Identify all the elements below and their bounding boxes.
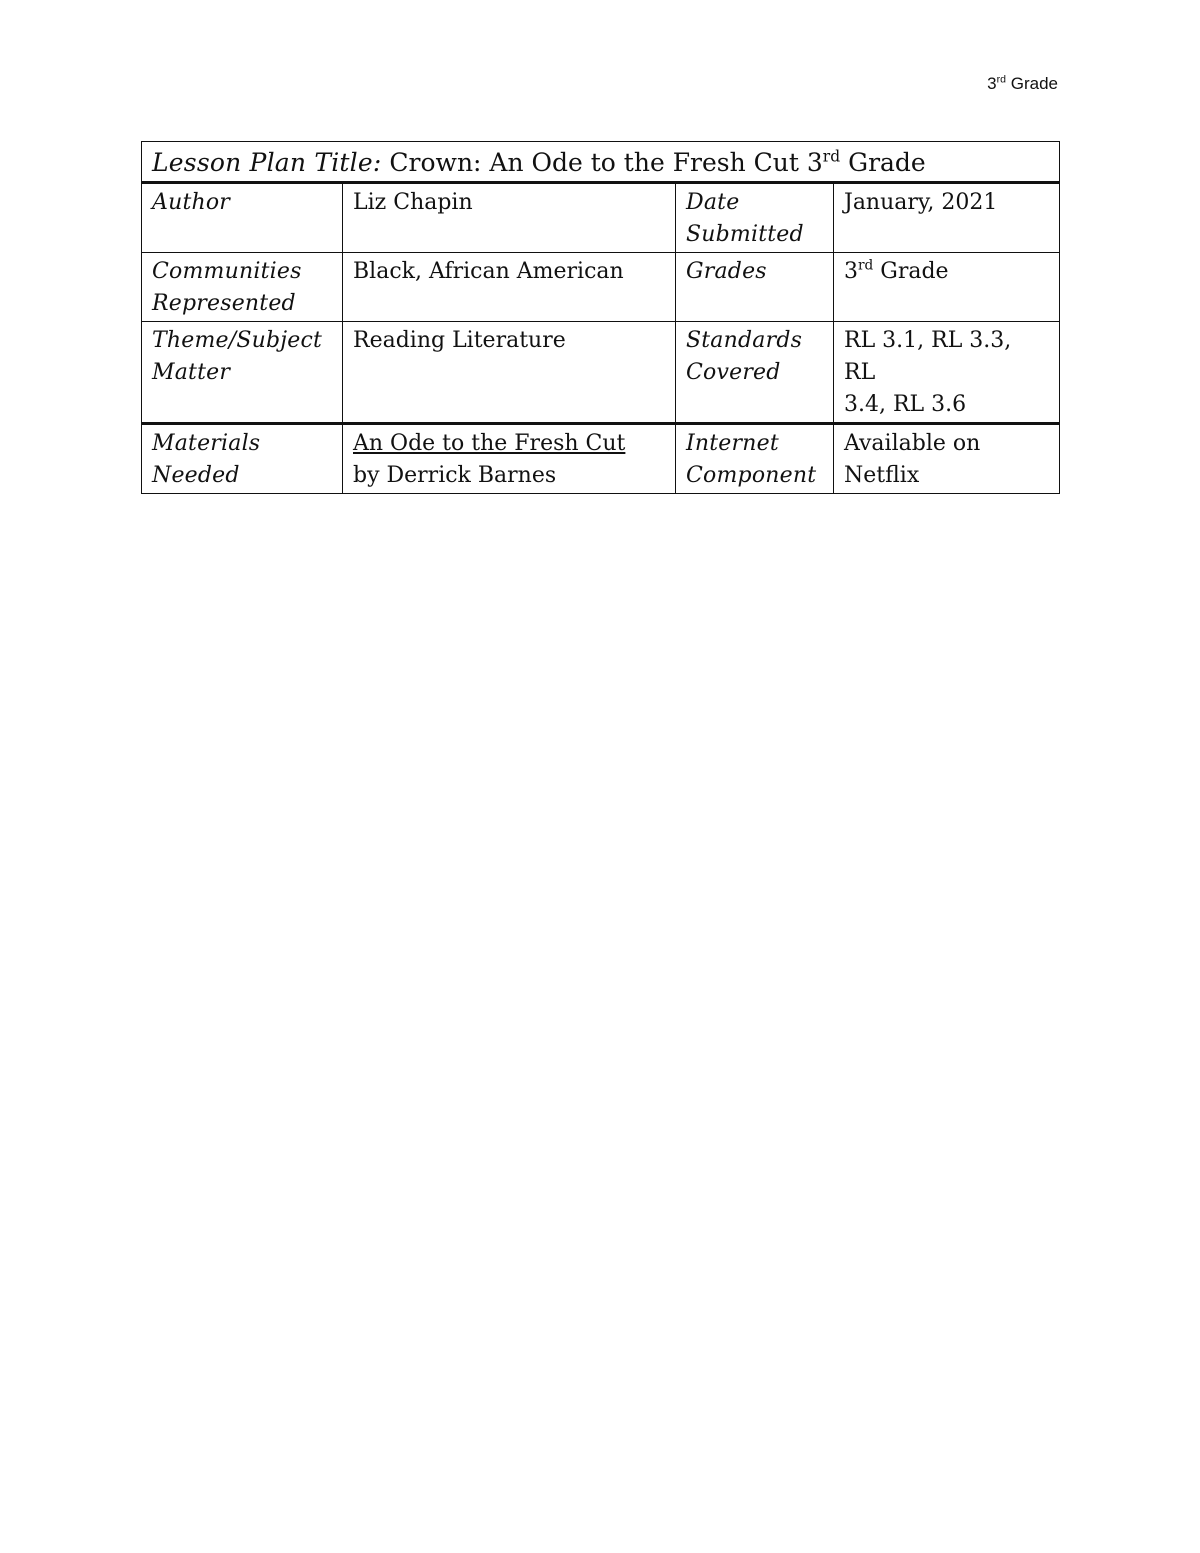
communities-value-cell bbox=[343, 253, 676, 322]
grades-label-cell bbox=[676, 253, 834, 322]
grades-value-word: Grade bbox=[880, 259, 949, 284]
title-row bbox=[142, 142, 1060, 183]
date-submitted-value-cell bbox=[834, 183, 1060, 253]
internet-value-line1: Available on bbox=[844, 431, 981, 456]
date-label-line1: Date bbox=[686, 190, 740, 215]
table-row-materials bbox=[142, 424, 1060, 494]
materials-value-cell bbox=[343, 424, 676, 494]
lesson-plan-table bbox=[141, 141, 1060, 494]
grades-label: Grades bbox=[686, 259, 767, 284]
standards-value-line1: RL 3.1, RL 3.3, RL bbox=[844, 328, 1012, 385]
page-header-grade bbox=[987, 74, 1058, 94]
standards-value-cell bbox=[834, 322, 1060, 424]
communities-label-line2: Represented bbox=[152, 291, 296, 316]
header-grade-ordinal: rd bbox=[996, 73, 1007, 86]
internet-label-line1: Internet bbox=[686, 431, 779, 456]
communities-label-cell bbox=[142, 253, 343, 322]
theme-value: Reading Literature bbox=[353, 328, 566, 353]
table-row-communities bbox=[142, 253, 1060, 322]
standards-label-line1: Standards bbox=[686, 328, 803, 353]
author-value: Liz Chapin bbox=[353, 190, 473, 215]
title-suffix: Grade bbox=[848, 148, 926, 177]
materials-label-line1: Materials bbox=[152, 431, 261, 456]
header-grade-number: 3 bbox=[987, 74, 997, 93]
theme-label-line1: Theme/Subject bbox=[152, 328, 323, 353]
author-label-cell bbox=[142, 183, 343, 253]
internet-label-cell bbox=[676, 424, 834, 494]
grades-value-ordinal: rd bbox=[858, 257, 874, 274]
table-row-theme bbox=[142, 322, 1060, 424]
date-label-line2: Submitted bbox=[686, 222, 804, 247]
table-row-author bbox=[142, 183, 1060, 253]
standards-value-line2: 3.4, RL 3.6 bbox=[844, 392, 967, 417]
materials-label-line2: Needed bbox=[152, 463, 240, 488]
theme-label-line2: Matter bbox=[152, 360, 231, 385]
materials-book-title: An Ode to the Fresh Cut bbox=[353, 431, 626, 456]
internet-value-line2: Netflix bbox=[844, 463, 920, 488]
theme-label-cell bbox=[142, 322, 343, 424]
title-ordinal: rd bbox=[822, 147, 841, 166]
internet-label-line2: Component bbox=[686, 463, 817, 488]
date-submitted-label-cell bbox=[676, 183, 834, 253]
materials-book-author: by Derrick Barnes bbox=[353, 463, 557, 488]
title-label: Lesson Plan Title: bbox=[152, 148, 382, 177]
theme-value-cell bbox=[343, 322, 676, 424]
header-grade-word: Grade bbox=[1010, 74, 1058, 93]
standards-label-line2: Covered bbox=[686, 360, 781, 385]
communities-label-line1: Communities bbox=[152, 259, 302, 284]
internet-value-cell bbox=[834, 424, 1060, 494]
author-value-cell bbox=[343, 183, 676, 253]
standards-label-cell bbox=[676, 322, 834, 424]
author-label: Author bbox=[152, 190, 231, 215]
communities-value: Black, African American bbox=[353, 259, 624, 284]
grades-value-number: 3 bbox=[844, 259, 858, 284]
materials-label-cell bbox=[142, 424, 343, 494]
grades-value-cell bbox=[834, 253, 1060, 322]
date-submitted-value: January, 2021 bbox=[844, 190, 998, 215]
title-cell bbox=[142, 142, 1060, 183]
title-text: Crown: An Ode to the Fresh Cut 3 bbox=[389, 148, 823, 177]
